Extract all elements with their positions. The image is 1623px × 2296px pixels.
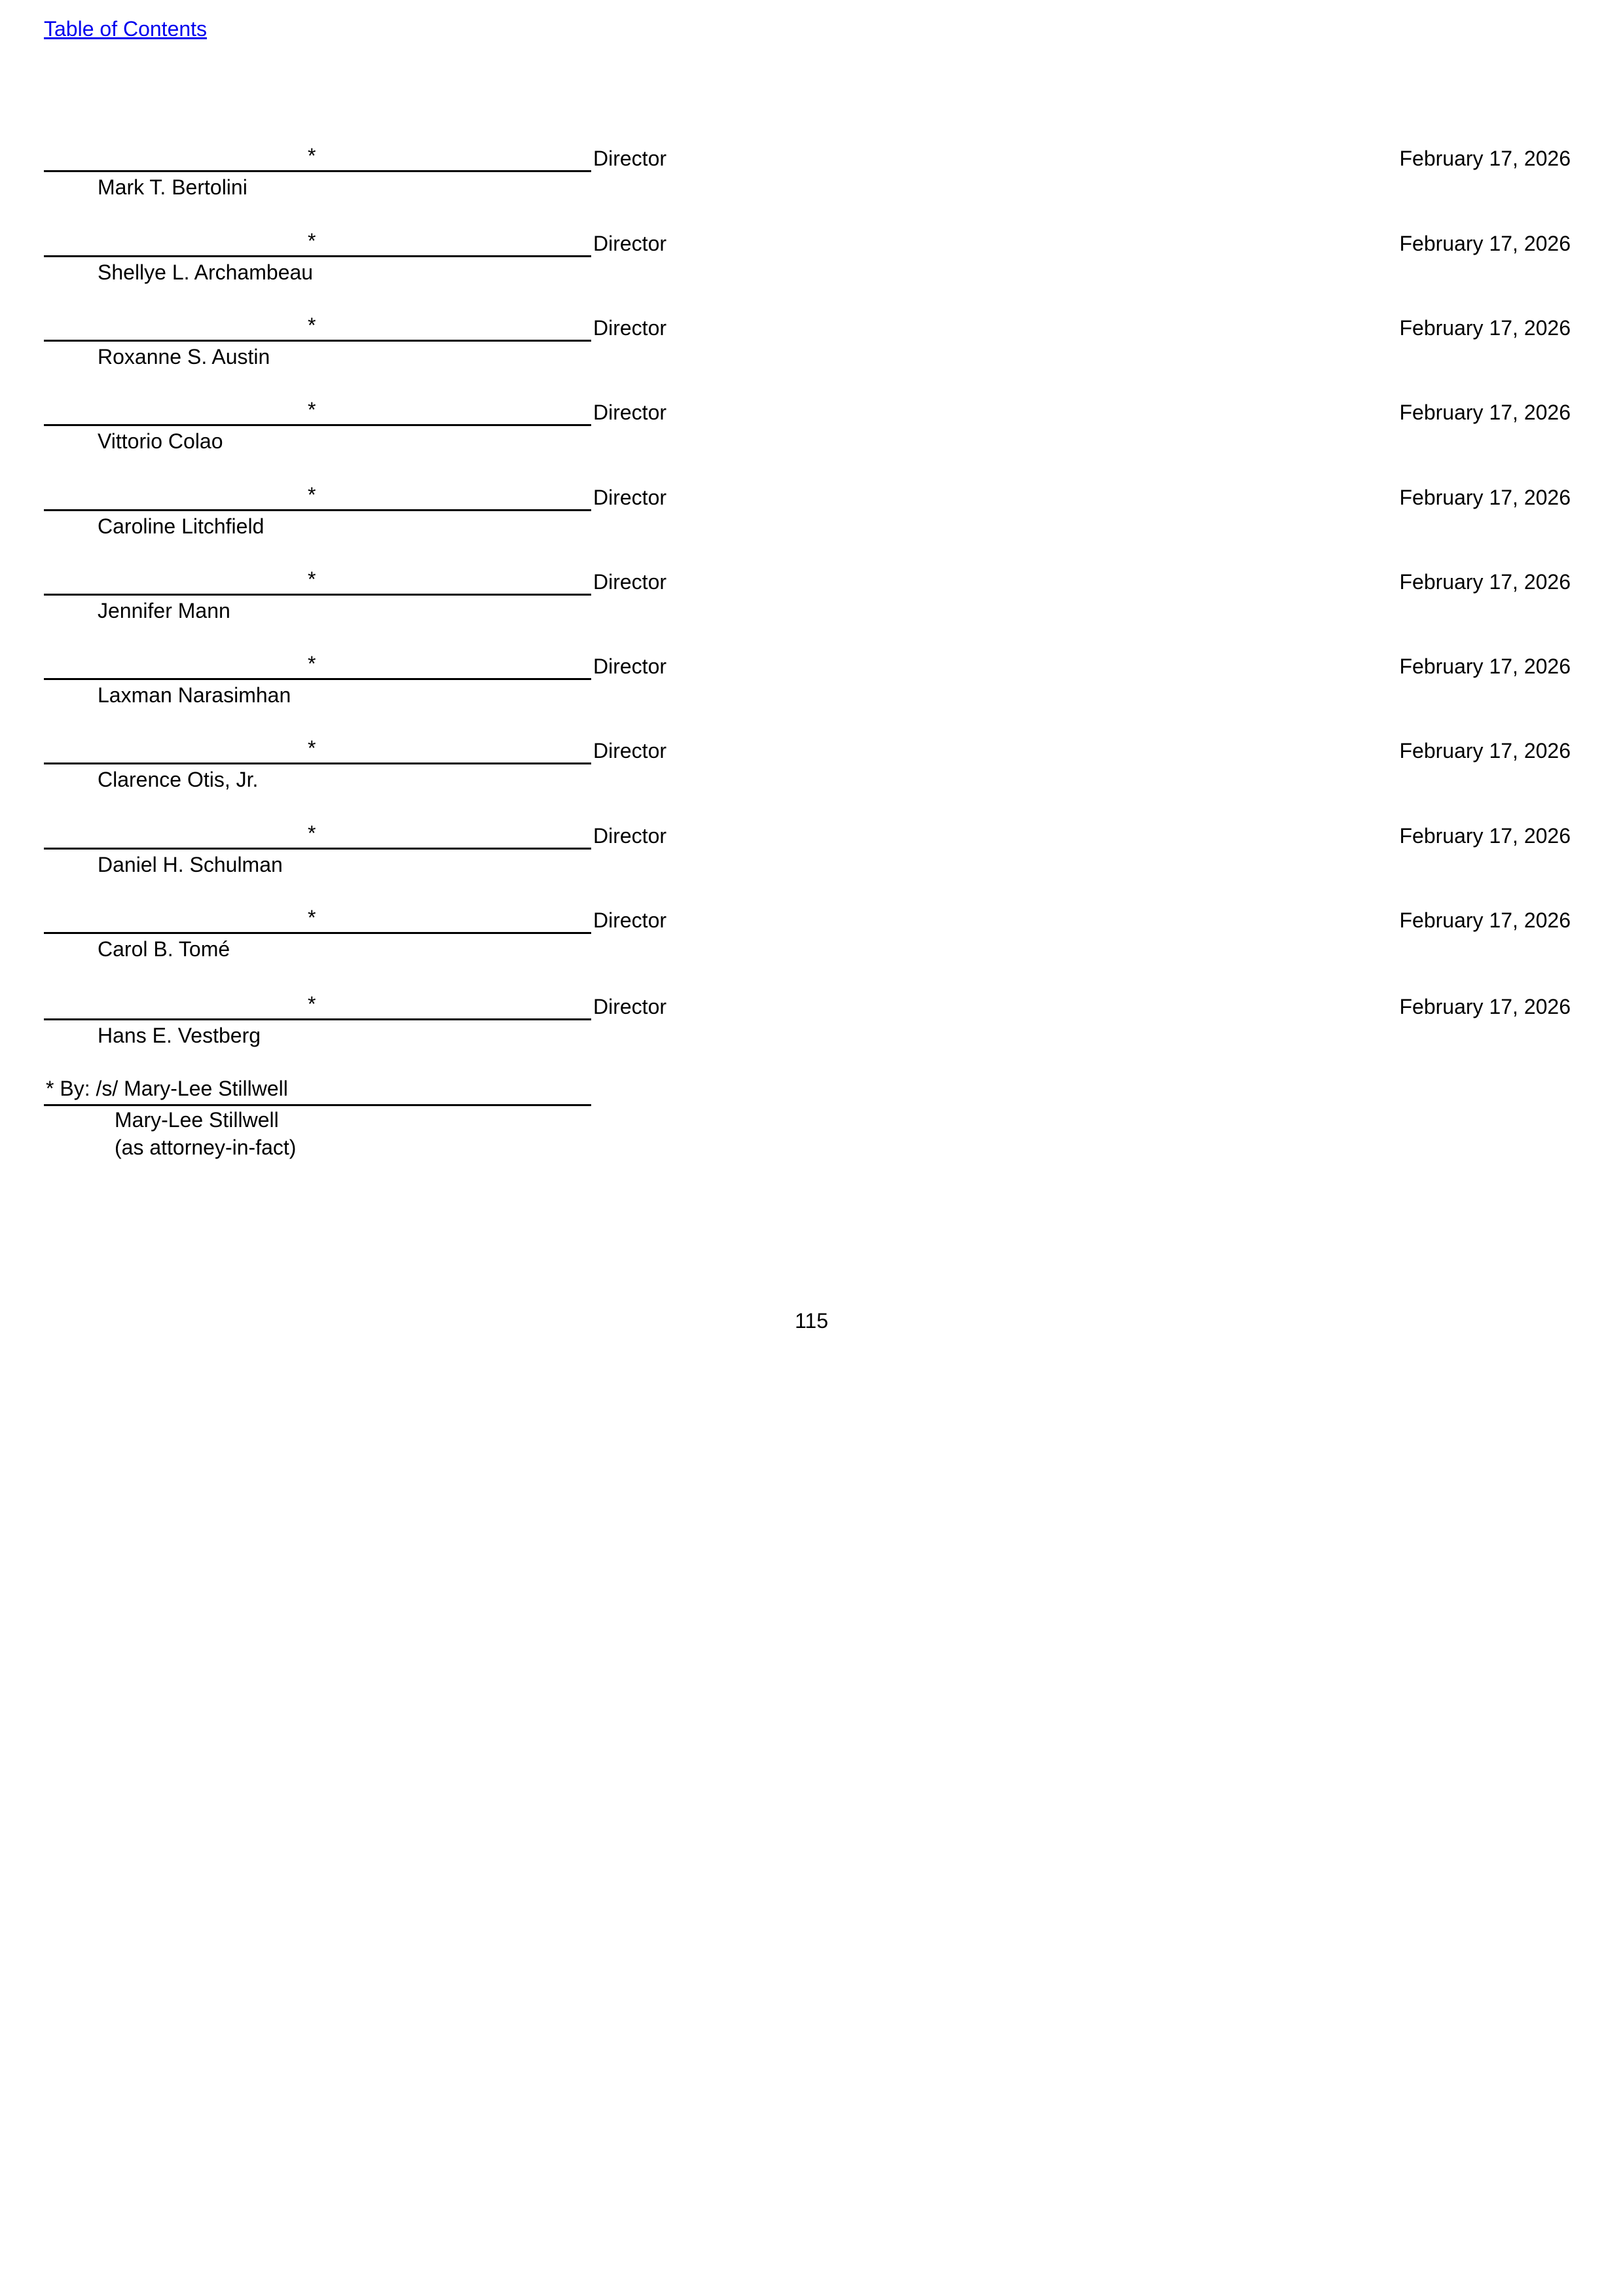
signer-name: Laxman Narasimhan — [98, 683, 291, 707]
signature-title: Director — [593, 486, 667, 509]
signature-line — [44, 848, 591, 850]
attorney-in-fact-block — [0, 1077, 1623, 1168]
signature-mark: * — [308, 736, 316, 760]
signer-name: Vittorio Colao — [98, 429, 223, 453]
signer-name: Carol B. Tomé — [98, 937, 230, 961]
signature-date: February 17, 2026 — [1399, 995, 1571, 1018]
signer-name: Clarence Otis, Jr. — [98, 768, 259, 791]
signature-date: February 17, 2026 — [1399, 147, 1571, 170]
signature-line — [44, 424, 591, 426]
signature-title: Director — [593, 570, 667, 594]
signature-block-3 — [0, 314, 1623, 392]
signature-mark: * — [308, 229, 316, 253]
signature-line — [44, 170, 591, 172]
signature-title: Director — [593, 655, 667, 678]
signature-date: February 17, 2026 — [1399, 908, 1571, 932]
signature-line — [44, 255, 591, 257]
signature-date: February 17, 2026 — [1399, 316, 1571, 340]
signer-name: Caroline Litchfield — [98, 514, 264, 538]
signature-block-10 — [0, 906, 1623, 984]
signer-name: Roxanne S. Austin — [98, 345, 270, 368]
signature-title: Director — [593, 739, 667, 762]
signer-name: Daniel H. Schulman — [98, 853, 283, 876]
signature-line — [44, 932, 591, 934]
signature-mark: * — [308, 483, 316, 507]
signature-line — [44, 678, 591, 680]
signature-block-7 — [0, 652, 1623, 730]
signer-name: Mark T. Bertolini — [98, 175, 247, 199]
signature-title: Director — [593, 995, 667, 1018]
signature-block-4 — [0, 398, 1623, 476]
signature-mark: * — [308, 652, 316, 675]
signature-date: February 17, 2026 — [1399, 739, 1571, 762]
page-number: 115 — [794, 1309, 828, 1333]
signer-name: Hans E. Vestberg — [98, 1024, 261, 1047]
attorney-name: Mary-Lee Stillwell — [115, 1108, 279, 1132]
signature-title: Director — [593, 147, 667, 170]
signature-date: February 17, 2026 — [1399, 232, 1571, 255]
attorney-signature-text: * By: /s/ Mary-Lee Stillwell — [46, 1077, 288, 1100]
signature-block-2 — [0, 229, 1623, 308]
signature-mark: * — [308, 567, 316, 591]
signature-block-8 — [0, 736, 1623, 815]
signature-mark: * — [308, 144, 316, 168]
signature-block-9 — [0, 821, 1623, 900]
table-of-contents-link[interactable]: Table of Contents — [44, 17, 208, 41]
signature-title: Director — [593, 908, 667, 932]
signature-mark: * — [308, 992, 316, 1016]
attorney-signature-line — [44, 1104, 591, 1106]
signature-date: February 17, 2026 — [1399, 824, 1571, 848]
signature-title: Director — [593, 232, 667, 255]
signature-block-11 — [0, 992, 1623, 1071]
signature-date: February 17, 2026 — [1399, 570, 1571, 594]
signature-line — [44, 509, 591, 511]
signature-date: February 17, 2026 — [1399, 401, 1571, 424]
signature-block-1 — [0, 144, 1623, 223]
signature-mark: * — [308, 398, 316, 422]
signer-name: Shellye L. Archambeau — [98, 260, 314, 284]
signature-mark: * — [308, 821, 316, 845]
signature-title: Director — [593, 824, 667, 848]
signature-block-6 — [0, 567, 1623, 646]
signer-name: Jennifer Mann — [98, 599, 230, 622]
signature-title: Director — [593, 401, 667, 424]
signature-line — [44, 594, 591, 596]
signature-title: Director — [593, 316, 667, 340]
signature-line — [44, 340, 591, 342]
signature-date: February 17, 2026 — [1399, 655, 1571, 678]
signature-date: February 17, 2026 — [1399, 486, 1571, 509]
signature-mark: * — [308, 906, 316, 929]
signature-line — [44, 762, 591, 764]
signature-mark: * — [308, 314, 316, 337]
signature-block-5 — [0, 483, 1623, 562]
signature-line — [44, 1018, 591, 1020]
attorney-role: (as attorney-in-fact) — [115, 1136, 297, 1159]
